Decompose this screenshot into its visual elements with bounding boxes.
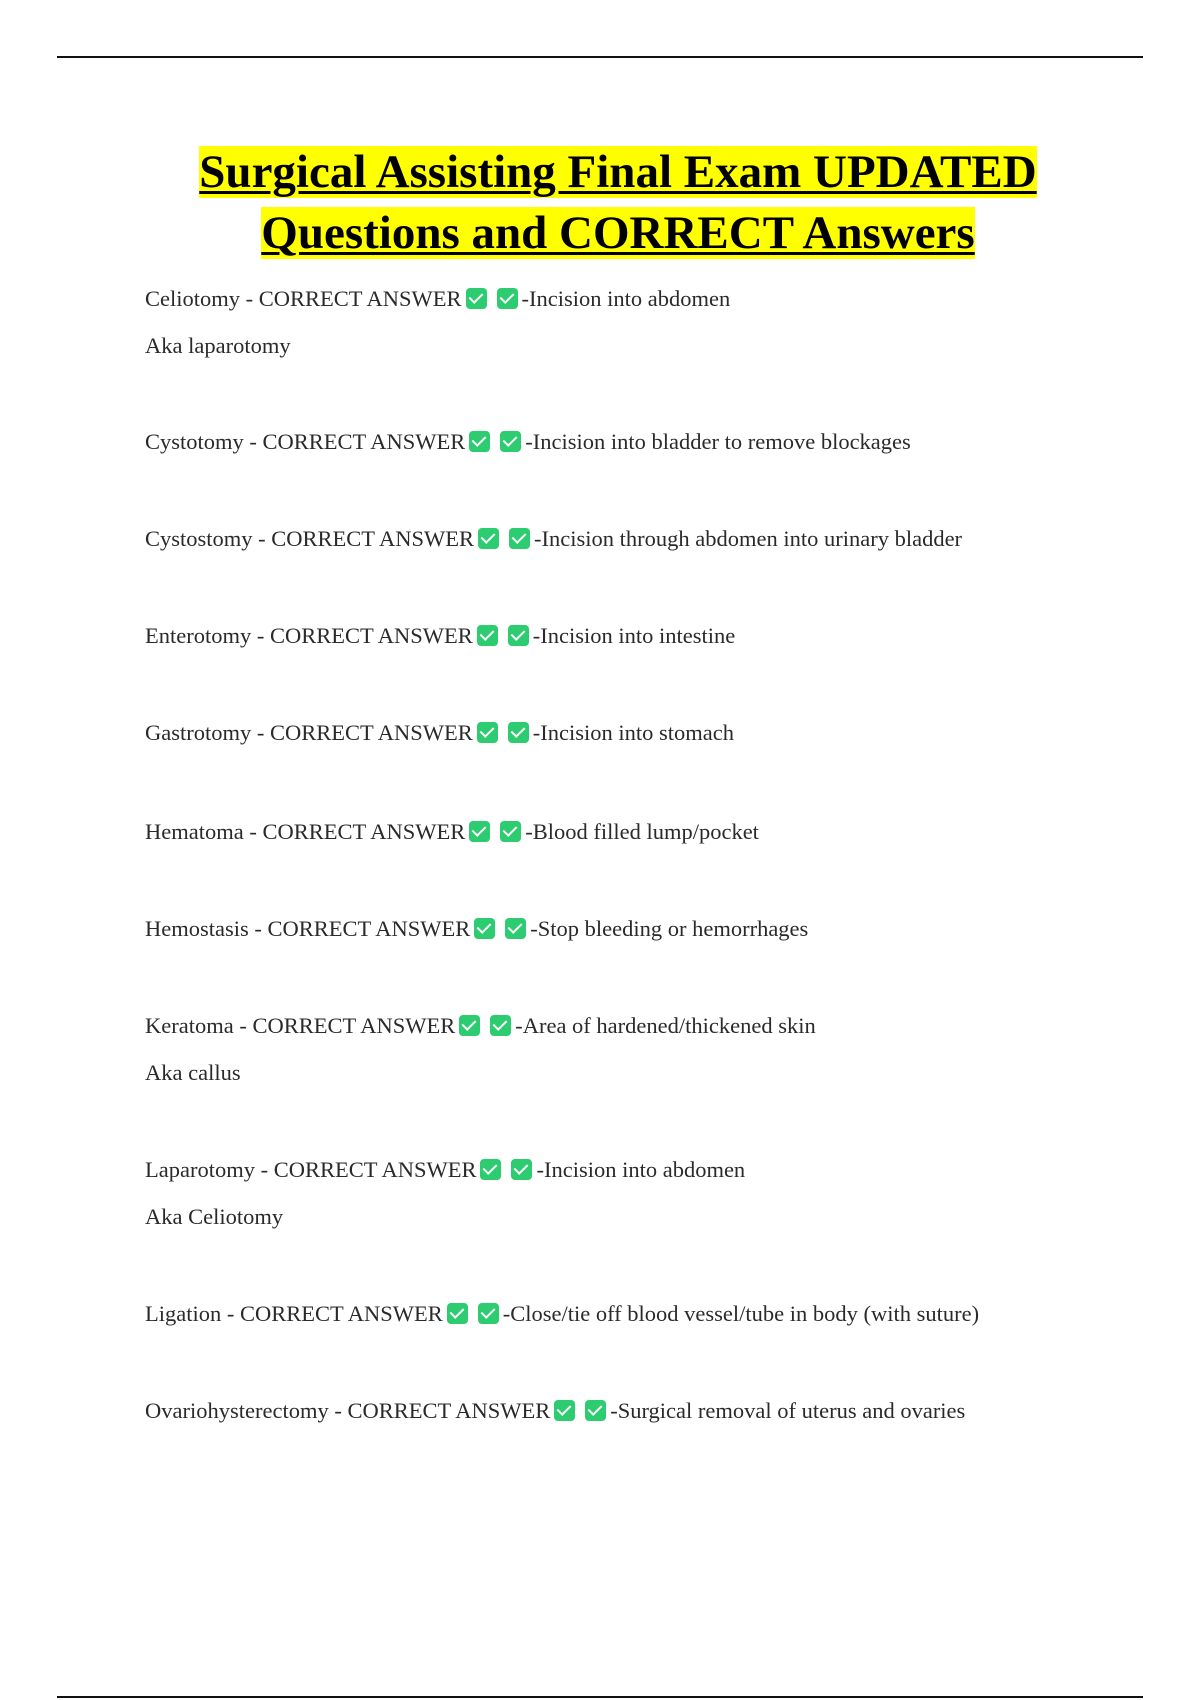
entry-term: Hematoma <box>145 819 244 844</box>
correct-answer-label: CORRECT ANSWER <box>270 720 473 745</box>
entry-definition: -Surgical removal of uterus and ovaries <box>610 1398 966 1423</box>
entry-definition: -Stop bleeding or hemorrhages <box>530 916 809 941</box>
correct-answer-label: CORRECT ANSWER <box>273 1157 477 1182</box>
entry-term: Celiotomy <box>145 286 240 311</box>
qa-entry-keratoma <box>145 1002 1145 1096</box>
entry-term: Cystotomy <box>145 429 244 454</box>
entry-aka: Aka laparotomy <box>145 333 291 358</box>
entry-definition: -Close/tie off blood vessel/tube in body (with suture) <box>502 1301 980 1326</box>
entry-term: Ligation <box>145 1301 222 1326</box>
title-line-2: Questions and CORRECT Answers <box>261 207 975 259</box>
entry-term: Hemostasis <box>145 916 249 941</box>
correct-answer-label: CORRECT ANSWER <box>262 429 466 454</box>
title-line-1: Surgical Assisting Final Exam UPDATED <box>199 146 1037 198</box>
entry-separator: - <box>248 916 268 941</box>
correct-answer-label: CORRECT ANSWER <box>239 1301 443 1326</box>
qa-entry-laparotomy <box>145 1146 1145 1240</box>
check-mark-button-icon <box>477 722 498 743</box>
qa-entry-ligation <box>145 1290 1145 1337</box>
correct-answer-label: CORRECT ANSWER <box>267 916 471 941</box>
qa-entry-cystostomy <box>145 515 1145 562</box>
entry-aka: Aka Celiotomy <box>145 1204 284 1229</box>
qa-entry-hematoma <box>145 808 1145 855</box>
top-rule <box>57 56 1143 58</box>
entry-definition: -Incision into bladder to remove blockages <box>525 429 911 454</box>
check-mark-button-icon <box>478 528 499 549</box>
qa-entry-enterotomy <box>145 612 1145 659</box>
entry-separator: - <box>328 1398 348 1423</box>
correct-answer-label: CORRECT ANSWER <box>347 1398 551 1423</box>
correct-answer-label: CORRECT ANSWER <box>258 286 462 311</box>
entry-separator: - <box>251 720 270 745</box>
qa-entry-cystotomy <box>145 418 1145 465</box>
entry-definition: -Incision into stomach <box>532 720 734 745</box>
entry-separator: - <box>221 1301 240 1326</box>
correct-answer-label: CORRECT ANSWER <box>271 526 475 551</box>
correct-answer-label: CORRECT ANSWER <box>262 819 466 844</box>
check-mark-button-icon <box>459 1015 480 1036</box>
page-title <box>0 142 1200 264</box>
check-mark-button-icon <box>505 918 526 939</box>
check-mark-button-icon <box>447 1303 468 1324</box>
entry-term: Keratoma <box>145 1013 234 1038</box>
check-mark-button-icon <box>497 288 518 309</box>
check-mark-button-icon <box>508 722 529 743</box>
qa-entry-hemostasis <box>145 905 1145 952</box>
entry-separator: - <box>251 623 270 648</box>
entry-definition: -Incision into intestine <box>532 623 736 648</box>
entry-term: Enterotomy <box>145 623 252 648</box>
check-mark-button-icon <box>509 528 530 549</box>
entry-definition: -Incision into abdomen <box>521 286 731 311</box>
correct-answer-label: CORRECT ANSWER <box>269 623 473 648</box>
check-mark-button-icon <box>508 625 529 646</box>
entry-definition: -Blood filled lump/pocket <box>525 819 759 844</box>
check-mark-button-icon <box>466 288 487 309</box>
check-mark-button-icon <box>474 918 495 939</box>
entry-separator: - <box>254 1157 274 1182</box>
entry-separator: - <box>240 286 259 311</box>
correct-answer-label: CORRECT ANSWER <box>252 1013 456 1038</box>
entry-separator: - <box>243 429 263 454</box>
qa-entry-gastrotomy <box>145 709 1145 756</box>
check-mark-button-icon <box>477 625 498 646</box>
check-mark-button-icon <box>469 431 490 452</box>
entry-definition: -Area of hardened/thickened skin <box>515 1013 816 1038</box>
check-mark-button-icon <box>469 821 490 842</box>
check-mark-button-icon <box>511 1159 532 1180</box>
qa-entry-celiotomy <box>145 275 1145 369</box>
entry-separator: - <box>243 819 263 844</box>
check-mark-button-icon <box>554 1400 575 1421</box>
entry-term: Laparotomy <box>145 1157 255 1182</box>
qa-entry-ovariohysterectomy <box>145 1387 1145 1434</box>
entry-aka: Aka callus <box>145 1060 241 1085</box>
check-mark-button-icon <box>500 431 521 452</box>
entry-definition: -Incision through abdomen into urinary bladder <box>534 526 963 551</box>
entry-separator: - <box>233 1013 253 1038</box>
check-mark-button-icon <box>478 1303 499 1324</box>
check-mark-button-icon <box>480 1159 501 1180</box>
entry-term: Gastrotomy <box>145 720 252 745</box>
check-mark-button-icon <box>500 821 521 842</box>
entry-definition: -Incision into abdomen <box>536 1157 746 1182</box>
bottom-rule <box>57 1696 1143 1698</box>
check-mark-button-icon <box>490 1015 511 1036</box>
entry-separator: - <box>252 526 272 551</box>
check-mark-button-icon <box>585 1400 606 1421</box>
entry-term: Ovariohysterectomy <box>145 1398 329 1423</box>
entry-term: Cystostomy <box>145 526 253 551</box>
